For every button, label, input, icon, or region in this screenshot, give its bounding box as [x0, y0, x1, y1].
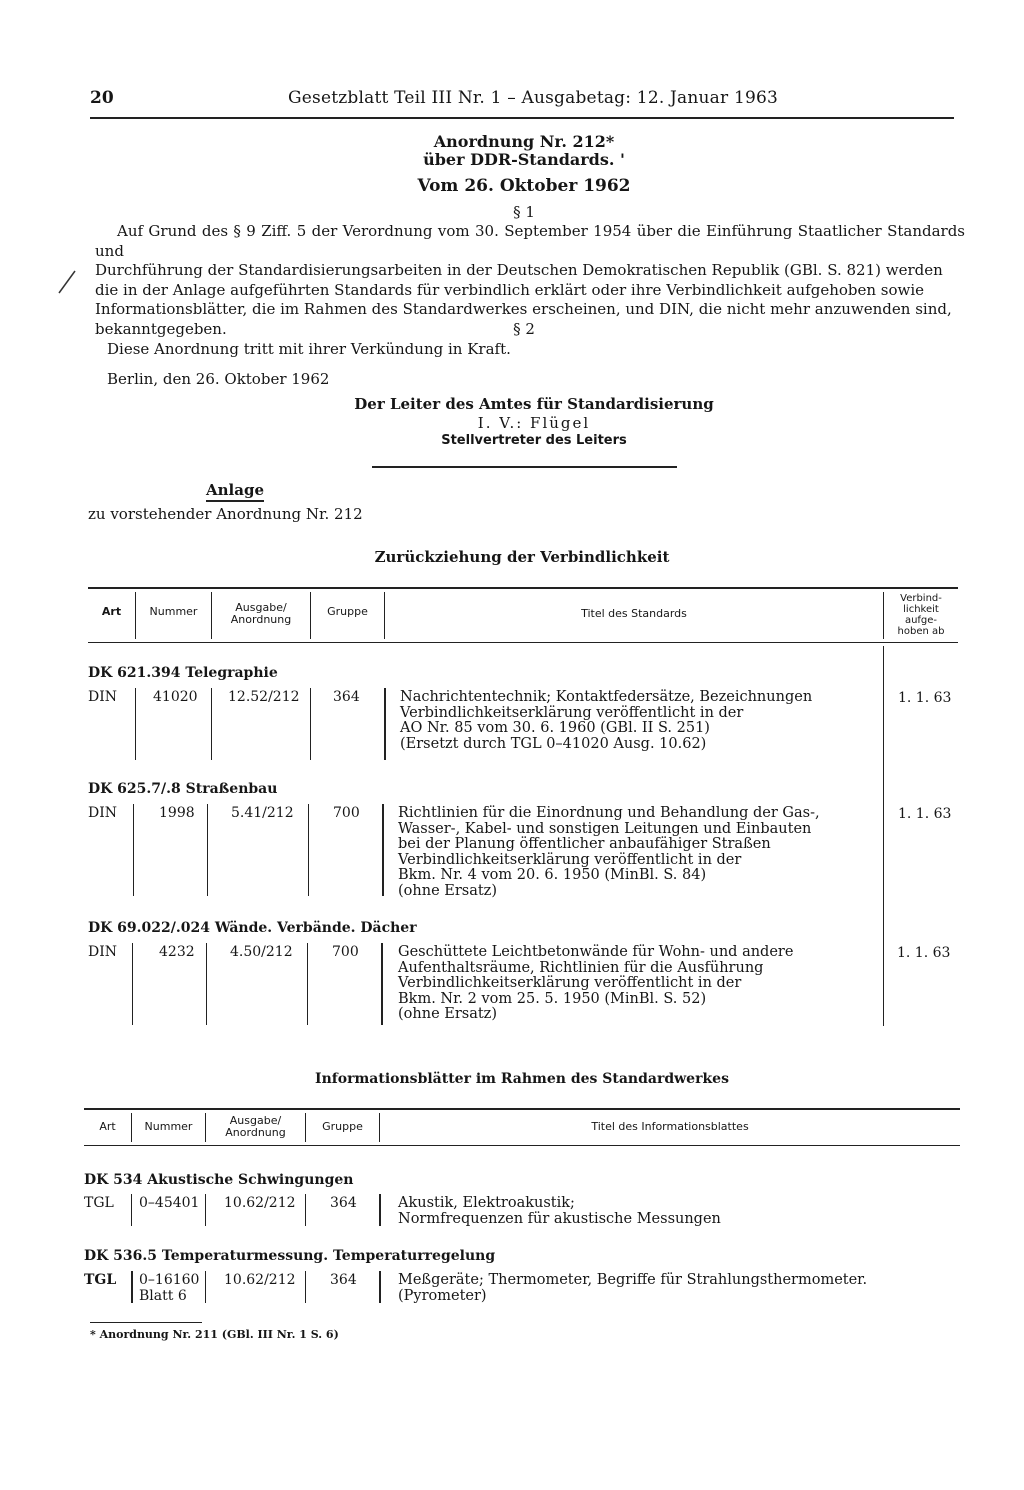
cell-gruppe: 700 — [333, 805, 360, 821]
cell-ausgabe: 10.62/212 — [224, 1195, 296, 1211]
section-1-label: § 1 — [513, 203, 535, 221]
running-header: Gesetzblatt Teil III Nr. 1 – Ausgabetag: 12. Januar 1963 — [288, 88, 779, 108]
place-date: Berlin, den 26. Oktober 1962 — [107, 370, 330, 388]
signature-role: Stellvertreter des Leiters — [441, 433, 627, 448]
section-1-line: die in der Anlage aufgeführten Standards für verbindlich erklärt oder ihre Verbindlichkeit aufgehoben sowie — [95, 280, 925, 299]
col-header-titel: Titel des Standards — [581, 607, 687, 620]
order-date: Vom 26. Oktober 1962 — [417, 176, 631, 196]
cell-nummer: 4232 — [159, 944, 195, 960]
cell-nummer: 41020 — [153, 689, 198, 705]
cell-title: Akustik, Elektroakustik; Normfrequenzen für akustische Messungen — [398, 1195, 721, 1227]
cell-gruppe: 700 — [332, 944, 359, 960]
signature-authority: Der Leiter des Amtes für Standardisierung — [354, 395, 714, 413]
cell-gruppe: 364 — [330, 1195, 357, 1211]
cell-art: TGL — [84, 1195, 114, 1211]
order-subtitle: über DDR-Standards. ' — [423, 150, 625, 169]
col-header-gruppe: Gruppe — [322, 1120, 363, 1133]
annex-heading: Anlage — [206, 481, 264, 502]
col-header-titel: Titel des Informationsblattes — [591, 1120, 749, 1133]
margin-pen-mark — [55, 268, 79, 296]
section-2-label: § 2 — [513, 320, 535, 338]
col-header-ausgabe: Ausgabe/ Anordnung — [230, 601, 292, 626]
signature-name: I. V.: Flügel — [477, 414, 591, 432]
cell-art: DIN — [88, 944, 118, 960]
section-1-line: bekanntgegeben. — [95, 319, 227, 338]
dk-heading: DK 536.5 Temperaturmessung. Temperaturregelung — [84, 1248, 496, 1264]
section-1-line: Informationsblätter, die im Rahmen des Standardwerkes erscheinen, und DIN, die nicht mehr anzuwenden sind, — [95, 300, 952, 318]
col-header-art: Art — [99, 1120, 116, 1133]
cell-date: 1. 1. 63 — [898, 806, 952, 822]
page-number: 20 — [90, 88, 114, 108]
footnote: * Anordnung Nr. 211 (GBl. III Nr. 1 S. 6) — [90, 1328, 339, 1341]
cell-title: Meßgeräte; Thermometer, Begriffe für Strahlungsthermometer. (Pyrometer) — [398, 1272, 868, 1304]
cell-ausgabe: 12.52/212 — [228, 689, 300, 705]
col-header-nummer: Nummer — [144, 1120, 193, 1133]
header-rule — [90, 117, 954, 119]
cell-art: TGL — [84, 1272, 117, 1288]
dk-heading: DK 621.394 Telegraphie — [88, 665, 278, 681]
cell-date: 1. 1. 63 — [898, 690, 952, 706]
col-header-art: Art — [101, 605, 122, 618]
cell-gruppe: 364 — [330, 1272, 357, 1288]
table2-title: Informationsblätter im Rahmen des Standardwerkes — [315, 1071, 729, 1087]
footnote-rule — [90, 1322, 202, 1323]
cell-art: DIN — [88, 805, 118, 821]
section-1-line: Auf Grund des § 9 Ziff. 5 der Verordnung vom 30. September 1954 über die Einführung Staatlicher Standards und — [95, 222, 965, 260]
section-1-line: Durchführung der Standardisierungsarbeiten in der Deutschen Demokratischen Republik (GBl. S. 821) werden — [95, 261, 943, 279]
order-title: Anordnung Nr. 212* — [433, 132, 615, 151]
cell-ausgabe: 5.41/212 — [231, 805, 294, 821]
col-header-gruppe: Gruppe — [327, 605, 368, 618]
dk-heading: DK 534 Akustische Schwingungen — [84, 1172, 354, 1188]
cell-nummer: 1998 — [159, 805, 195, 821]
cell-title: Geschüttete Leichtbetonwände für Wohn- und andere Aufenthaltsräume, Richtlinien für die Ausführung Verbindlichkeitserklärung veröffentlicht in der Bkm. Nr. 2 vom 25. 5. 1950 (MinBl. S. 52) (ohne Ersatz) — [398, 944, 794, 1022]
cell-art: DIN — [88, 689, 118, 705]
col-header-nummer: Nummer — [149, 605, 198, 618]
dk-heading: DK 625.7/.8 Straßenbau — [88, 781, 278, 797]
annex-subheading: zu vorstehender Anordnung Nr. 212 — [88, 505, 363, 523]
cell-nummer: 0–16160 Blatt 6 — [139, 1272, 200, 1304]
cell-ausgabe: 4.50/212 — [230, 944, 293, 960]
cell-date: 1. 1. 63 — [897, 945, 951, 961]
cell-gruppe: 364 — [333, 689, 360, 705]
section-2-text: Diese Anordnung tritt mit ihrer Verkündung in Kraft. — [107, 340, 511, 358]
table1-title: Zurückziehung der Verbindlichkeit — [374, 548, 670, 566]
col-header-verbindlichkeit: Verbind- lichkeit aufge- hoben ab — [897, 593, 945, 637]
cell-ausgabe: 10.62/212 — [224, 1272, 296, 1288]
dk-heading: DK 69.022/.024 Wände. Verbände. Dächer — [88, 920, 417, 936]
cell-title: Nachrichtentechnik; Kontaktfedersätze, Bezeichnungen Verbindlichkeitserklärung veröffentlicht in der AO Nr. 85 vom 30. 6. 1960 (GBl. II S. 251) (Ersetzt durch TGL 0–41020 Ausg. 10.62) — [400, 689, 813, 752]
col-header-ausgabe: Ausgabe/ Anordnung — [225, 1114, 286, 1139]
signature-rule — [372, 466, 677, 468]
cell-nummer: 0–45401 — [139, 1195, 200, 1211]
cell-title: Richtlinien für die Einordnung und Behandlung der Gas-, Wasser-, Kabel- und sonstigen Leitungen und Einbauten bei der Planung öffentlicher anbaufähiger Straßen Verbindlichkeitserklärung veröffentlicht in der Bkm. Nr. 4 vom 20. 6. 1950 (MinBl. S. 84) (ohne Ersatz) — [398, 805, 820, 899]
